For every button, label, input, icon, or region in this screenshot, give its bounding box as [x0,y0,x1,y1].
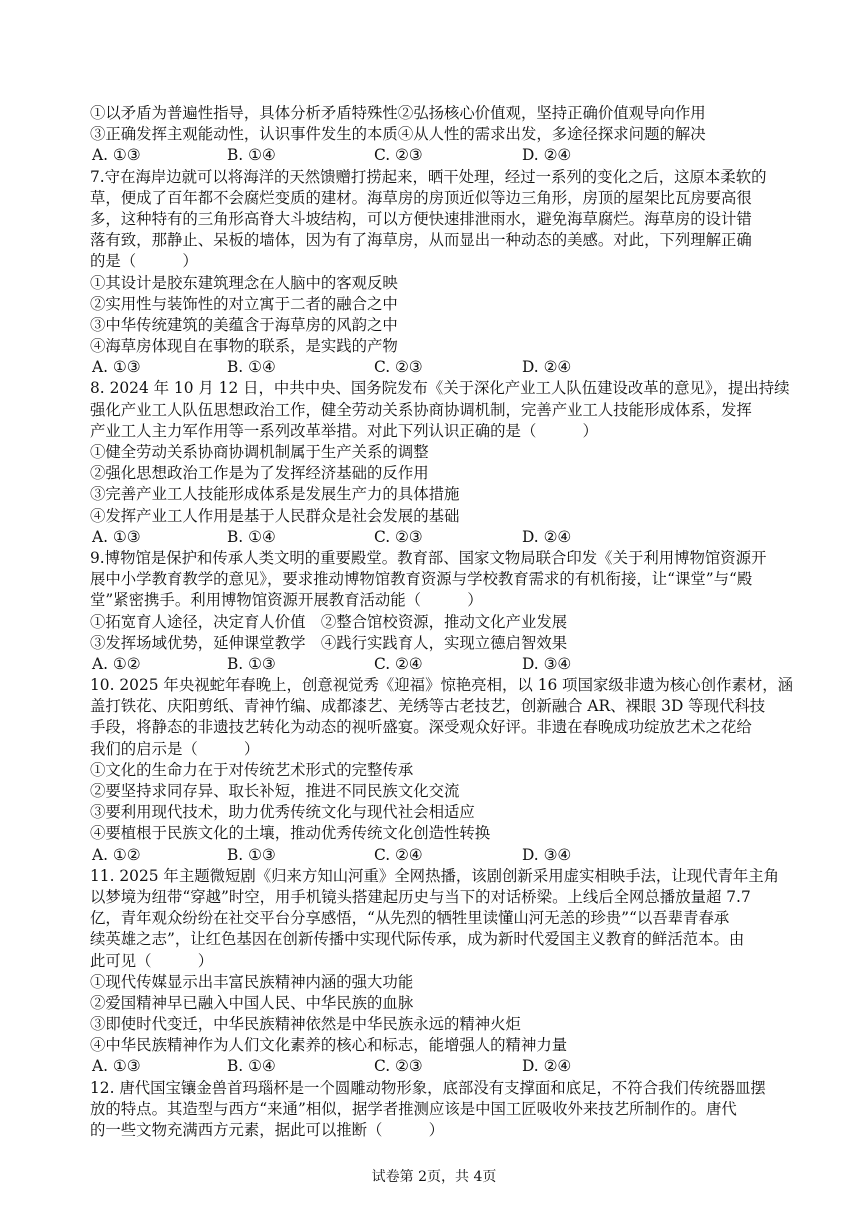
stem-line: 续英雄之志”，让红色基因在创新传播中实现代际传承，成为新时代爱国主义教育的鲜活范本。由 [90,930,745,949]
stem-line: 产业工人主力军作用等一系列改革举措。对此下列认识正确的是（ ） [90,421,598,440]
question [90,378,790,548]
stem-line: 的是（ ） [90,252,198,271]
question-stem [90,378,790,442]
answer-option[interactable]: D. ②④ [522,146,572,165]
choice-item: ②爱国精神早已融入中国人民、中华民族的血脉 [90,993,414,1012]
stem-line: 的一些文物充满西方元素，据此可以推断（ ） [90,1121,444,1139]
answer-option[interactable]: C. ②④ [374,845,423,864]
answer-option[interactable]: D. ③④ [522,654,572,673]
choice-item: ④发挥产业工人作用是基于人民群众是社会发展的基础 [90,506,460,525]
answer-options [90,845,790,866]
answer-option[interactable]: D. ②④ [522,1057,572,1076]
question-stem [90,167,790,273]
question [90,167,790,379]
choice-item: ①拓宽育人途径，决定育人价值 ②整合馆校资源，推动文化产业发展 [90,612,568,631]
choice-item: ①以矛盾为普遍性指导，具体分析矛盾特殊性②弘扬核心价值观，坚持正确价值观导向作用 [90,104,706,122]
answer-options [90,654,790,675]
choice-item: ③要利用现代技术，助力优秀传统文化与现代社会相适应 [90,803,475,822]
stem-line: 11. 2025 年主题微短剧《归来方知山河重》全网热播，该剧创新采用虚实相映手法，让现代青年主角 [90,866,780,885]
choice-item: ①文化的生命力在于对传统艺术形式的完整传承 [90,760,414,779]
stem-line: 以梦境为纽带“穿越”时空，用手机镜头搭建起历史与当下的对话桥梁。上线后全网总播放量超 7.7 [90,887,751,906]
stem-line: 强化产业工人队伍思想政治工作，健全劳动关系协商协调机制，完善产业工人技能形成体系，发挥 [90,400,752,419]
answer-option[interactable]: A. ①③ [92,146,141,165]
answer-option[interactable]: C. ②④ [374,654,423,673]
stem-line: 展中小学教育教学的意见》，要求推动博物馆教育资源与学校教育需求的有机衔接，让“课堂”与“殿 [90,570,753,589]
answer-option[interactable]: D. ②④ [522,527,572,546]
question-stem [90,548,790,612]
answer-option[interactable]: A. ①③ [92,358,141,377]
choice-item: ③正确发挥主观能动性，认识事件发生的本质④从人性的需求出发，多途径探求问题的解决 [90,125,706,144]
question [90,675,794,866]
choice-item: ④要植根于民族文化的土壤，推动优秀传统文化创造性转换 [90,824,491,843]
stem-line: 我们的启示是（ ） [90,739,260,758]
choice-item: ②实用性与装饰性的对立寓于二者的融合之中 [90,294,398,313]
question-stem [90,866,790,972]
answer-option[interactable]: C. ②③ [374,1057,423,1076]
answer-options [90,357,790,378]
choice-item: ③发挥场域优势，延伸课堂教学 ④践行实践育人，实现立德启智效果 [90,633,568,652]
answer-option[interactable]: B. ①④ [227,527,276,546]
answer-option[interactable]: C. ②③ [374,358,423,377]
answer-option[interactable]: B. ①③ [227,654,276,673]
stem-line: 多，这种特有的三角形高脊大斗坡结构，可以方便快速排泄雨水，避免海草腐烂。海草房的设计错 [90,209,752,228]
question-6-continued [90,103,790,167]
stem-line: 7.守在海岸边就可以将海洋的天然馈赠打捞起来，晒干处理，经过一系列的变化之后，这原本柔软的 [90,167,767,186]
choice-item: ④海草房体现自在事物的联系，是实践的产物 [90,337,398,356]
choice-item: ③即使时代变迁，中华民族精神依然是中华民族永远的精神火炬 [90,1015,521,1034]
stem-line: 12. 唐代国宝镶金兽首玛瑙杯是一个圆雕动物形象，底部没有支撑面和底足，不符合我们传统器皿摆 [90,1078,766,1097]
question [90,1078,790,1142]
stem-line: 盖打铁花、庆阳剪纸、青神竹编、成都漆艺、羌绣等古老技艺，创新融合 AR、裸眼 3D 等现代科技 [90,697,766,716]
answer-option[interactable]: A. ①③ [92,527,141,546]
question [90,866,790,1078]
stem-line: 此可见（ ） [90,951,214,970]
answer-options [90,1056,790,1077]
answer-option[interactable]: D. ②④ [522,358,572,377]
stem-line: 草，便成了百年都不会腐烂变质的建材。海草房的房顶近似等边三角形，房顶的屋架比瓦房要高很 [90,188,752,207]
answer-option[interactable]: B. ①④ [227,146,276,165]
answer-option[interactable]: C. ②③ [374,146,423,165]
answer-option[interactable]: A. ①② [92,654,141,673]
question-stem [90,675,794,760]
page-footer: 试卷第 2页，共 4页 [371,1169,497,1185]
answer-option[interactable]: B. ①③ [227,845,276,864]
question-list [90,103,794,1141]
answer-option[interactable]: B. ①④ [227,1057,276,1076]
choice-item: ②强化思想政治工作是为了发挥经济基础的反作用 [90,464,429,483]
choice-item: ①健全劳动关系协商协调机制属于生产关系的调整 [90,443,429,461]
answer-options [90,145,790,166]
stem-line: 8. 2024 年 10 月 12 日，中共中央、国务院发布《关于深化产业工人队伍建设改革的意见》，提出持续 [90,379,790,398]
stem-line: 落有致，那静止、呆板的墙体，因为有了海草房，从而显出一种动态的美感。对此，下列理解正确 [90,231,752,250]
stem-line: 堂”紧密携手。利用博物馆资源开展教育活动能（ ） [90,591,483,610]
stem-line: 10. 2025 年央视蛇年春晚上，创意视觉秀《迎福》惊艳亮相，以 16 项国家级非遗为核心创作素材，涵 [90,676,794,695]
question [90,548,790,675]
choice-item: ④中华民族精神作为人们文化素养的核心和标志，能增强人的精神力量 [90,1036,568,1055]
answer-option[interactable]: A. ①③ [92,1057,141,1076]
answer-option[interactable]: D. ③④ [522,845,572,864]
choice-item: ①其设计是胶东建筑理念在人脑中的客观反映 [90,273,398,292]
choice-item: ③中华传统建筑的美蕴含于海草房的风韵之中 [90,315,398,334]
answer-option[interactable]: A. ①② [92,845,141,864]
stem-line: 亿，青年观众纷纷在社交平台分享感悟，“从先烈的牺牲里读懂山河无恙的珍贵”“以吾辈青春承 [90,909,730,928]
choice-item: ②要坚持求同存异、取长补短，推进不同民族文化交流 [90,782,460,800]
stem-line: 放的特点。其造型与西方“来通”相似，据学者推测应该是中国工匠吸收外来技艺所制作的。唐代 [90,1099,737,1118]
question-stem [90,1078,790,1142]
answer-option[interactable]: B. ①④ [227,358,276,377]
answer-options [90,527,790,548]
stem-line: 手段，将静态的非遗技艺转化为动态的视听盛宴。深受观众好评。非遗在春晚成功绽放艺术之花给 [90,718,752,737]
choice-item: ③完善产业工人技能形成体系是发展生产力的具体措施 [90,485,460,504]
choice-item: ①现代传媒显示出丰富民族精神内涵的强大功能 [90,972,414,991]
answer-option[interactable]: C. ②③ [374,527,423,546]
stem-line: 9.博物馆是保护和传承人类文明的重要殿堂。教育部、国家文物局联合印发《关于利用博物馆资源开 [90,548,767,567]
